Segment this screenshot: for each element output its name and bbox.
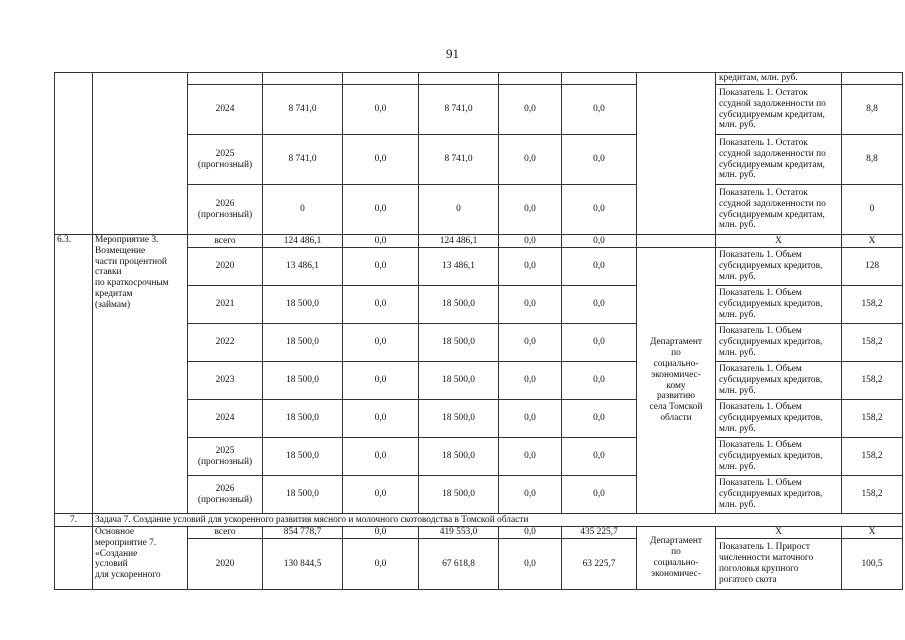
local-cell: 0,0 [499,185,562,235]
item-name: Мероприятие 3. Возмещение части процентной ставки по краткосрочным кредитам (займам) [93,235,188,514]
year-cell: 2022 [188,324,263,362]
year-cell: 2024 [188,85,263,135]
value-cell: Х [842,235,903,248]
value-cell: 0 [842,185,903,235]
total-cell: 18 500,0 [263,476,343,514]
executor-cell [637,235,716,248]
indicator-cell: Показатель 1. Остаток ссудной задолженности по субсидируемым кредитам, млн. руб. [716,185,842,235]
budget-table [54,72,903,590]
total-cell: 18 500,0 [263,286,343,324]
local-cell: 0,0 [499,539,562,590]
regional-cell: 18 500,0 [419,476,499,514]
indicator-cell: Показатель 1. Объем субсидируемых кредитов, млн. руб. [716,248,842,286]
item-number: 7. [55,514,93,527]
item-number: 6.3. [55,235,93,514]
indicator-cell: Показатель 1. Остаток ссудной задолженности по субсидируемым кредитам, млн. руб. [716,85,842,135]
total-cell: 8 741,0 [263,135,343,185]
regional-cell: 18 500,0 [419,362,499,400]
extra-cell: 0,0 [562,476,637,514]
extra-cell: 0,0 [562,324,637,362]
year-cell: 2026 (прогнозный) [188,476,263,514]
indicator-cell: Показатель 1. Остаток ссудной задолженности по субсидируемым кредитам, млн. руб. [716,135,842,185]
year-cell: 2024 [188,400,263,438]
value-cell: 158,2 [842,324,903,362]
indicator-cell: Показатель 1. Объем субсидируемых кредитов, млн. руб. [716,400,842,438]
indicator-cell: Показатель 1. Объем субсидируемых кредитов, млн. руб. [716,286,842,324]
local-cell: 0,0 [499,362,562,400]
regional-cell: 0 [419,185,499,235]
value-cell: Х [842,527,903,539]
regional-cell: 18 500,0 [419,400,499,438]
year-cell: всего [188,235,263,248]
table-row [55,527,903,539]
value-cell: 158,2 [842,362,903,400]
executor-cell [637,73,716,235]
year-cell: 2020 [188,539,263,590]
total-cell: 18 500,0 [263,362,343,400]
regional-cell: 8 741,0 [419,85,499,135]
regional-cell: 18 500,0 [419,324,499,362]
extra-cell: 0,0 [562,185,637,235]
total-cell: 0 [263,185,343,235]
name-cell [93,73,188,235]
year-cell: 2025 (прогнозный) [188,438,263,476]
value-cell: 158,2 [842,476,903,514]
local-cell: 0,0 [499,438,562,476]
page-number: 91 [446,46,459,61]
year-cell: 2025 (прогнозный) [188,135,263,185]
local-cell: 0,0 [499,324,562,362]
federal-cell: 0,0 [343,400,419,438]
regional-cell: 18 500,0 [419,286,499,324]
indicator-cell: Показатель 1. Объем субсидируемых кредитов, млн. руб. [716,476,842,514]
local-cell: 0,0 [499,135,562,185]
section-title: Задача 7. Создание условий для ускоренного развития мясного и молочного скотоводства в Томской области [93,514,903,527]
table-row [55,73,903,85]
federal-cell: 0,0 [343,235,419,248]
indicator-cell: кредитам, млн. руб. [716,73,842,85]
extra-cell: 0,0 [562,438,637,476]
local-cell: 0,0 [499,248,562,286]
federal-cell: 0,0 [343,476,419,514]
federal-cell: 0,0 [343,527,419,539]
extra-cell: 0,0 [562,85,637,135]
extra-cell: 0,0 [562,235,637,248]
regional-cell: 124 486,1 [419,235,499,248]
indicator-cell: Х [716,527,842,539]
total-cell: 8 741,0 [263,85,343,135]
value-cell: 8,8 [842,135,903,185]
num-cell [55,527,93,590]
federal-cell: 0,0 [343,286,419,324]
total-cell: 18 500,0 [263,400,343,438]
executor-cell: Департамент по социально- экономичес- кому развитию села Томской области [637,248,716,514]
value-cell: 158,2 [842,286,903,324]
year-cell: 2026 (прогнозный) [188,185,263,235]
value-cell: 100,5 [842,539,903,590]
table-row [55,235,903,248]
regional-cell: 18 500,0 [419,438,499,476]
item-name: Основное мероприятие 7. «Создание условий для ускоренного [93,527,188,590]
total-cell: 130 844,5 [263,539,343,590]
local-cell: 0,0 [499,235,562,248]
value-cell: 8,8 [842,85,903,135]
extra-cell: 63 225,7 [562,539,637,590]
total-cell: 124 486,1 [263,235,343,248]
table-row [55,514,903,527]
local-cell: 0,0 [499,400,562,438]
regional-cell: 8 741,0 [419,135,499,185]
extra-cell: 0,0 [562,362,637,400]
year-cell: 2021 [188,286,263,324]
total-cell: 13 486,1 [263,248,343,286]
regional-cell: 419 553,0 [419,527,499,539]
indicator-cell: Показатель 1. Прирост численности маточного поголовья крупного рогатого скота [716,539,842,590]
value-cell: 158,2 [842,438,903,476]
federal-cell: 0,0 [343,248,419,286]
total-cell: 854 778,7 [263,527,343,539]
federal-cell: 0,0 [343,135,419,185]
extra-cell: 0,0 [562,400,637,438]
local-cell: 0,0 [499,286,562,324]
federal-cell: 0,0 [343,324,419,362]
year-cell: всего [188,527,263,539]
extra-cell: 435 225,7 [562,527,637,539]
num-cell [55,73,93,235]
federal-cell: 0,0 [343,85,419,135]
regional-cell: 13 486,1 [419,248,499,286]
indicator-cell: Показатель 1. Объем субсидируемых кредитов, млн. руб. [716,438,842,476]
federal-cell: 0,0 [343,362,419,400]
indicator-cell: Х [716,235,842,248]
local-cell: 0,0 [499,85,562,135]
regional-cell: 67 618,8 [419,539,499,590]
year-cell: 2020 [188,248,263,286]
indicator-cell: Показатель 1. Объем субсидируемых кредитов, млн. руб. [716,362,842,400]
value-cell: 158,2 [842,400,903,438]
indicator-cell: Показатель 1. Объем субсидируемых кредитов, млн. руб. [716,324,842,362]
extra-cell: 0,0 [562,135,637,185]
local-cell: 0,0 [499,527,562,539]
extra-cell: 0,0 [562,248,637,286]
value-cell: 128 [842,248,903,286]
local-cell: 0,0 [499,476,562,514]
extra-cell: 0,0 [562,286,637,324]
federal-cell: 0,0 [343,438,419,476]
total-cell: 18 500,0 [263,438,343,476]
total-cell: 18 500,0 [263,324,343,362]
executor-cell: Департамент по социально- экономичес- [637,527,716,590]
federal-cell: 0,0 [343,539,419,590]
federal-cell: 0,0 [343,185,419,235]
year-cell: 2023 [188,362,263,400]
